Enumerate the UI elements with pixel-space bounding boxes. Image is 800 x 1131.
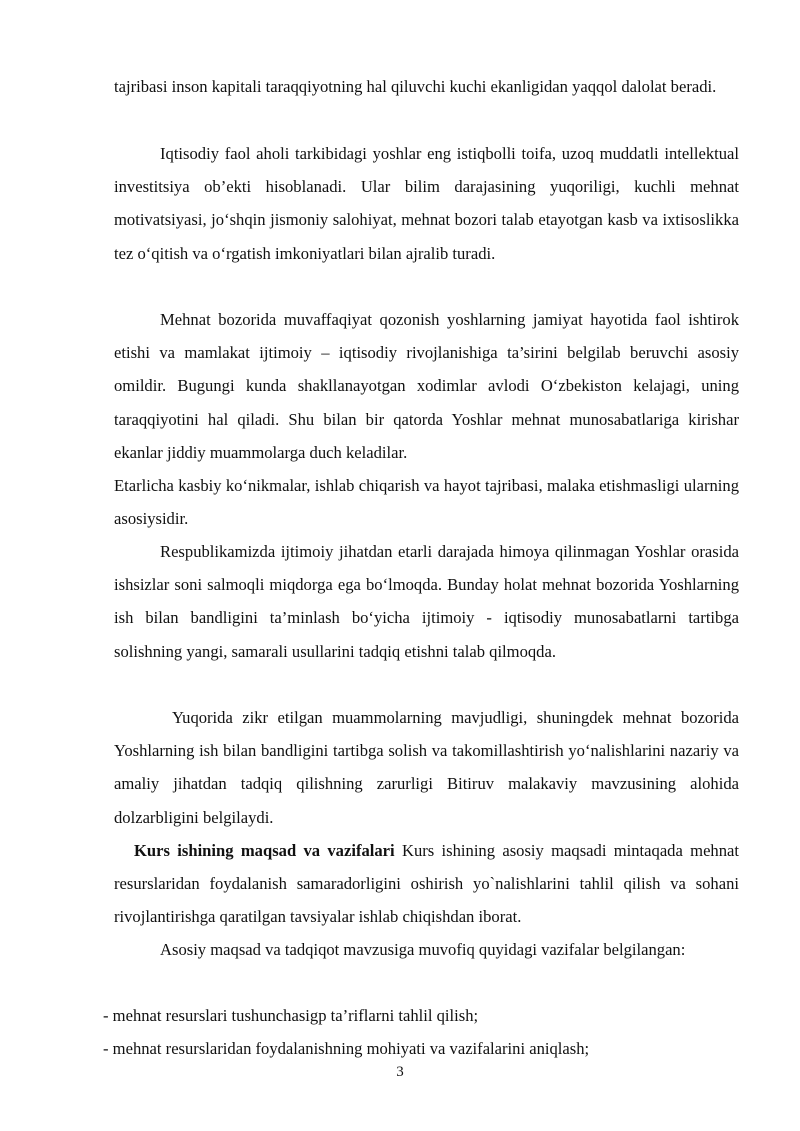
page-number: 3 <box>396 1064 404 1080</box>
paragraph-skills-shortage: Etarlicha kasbiy ko‘nikmalar, ishlab chiqarish va hayot tajribasi, malaka etishmasligi ularning asosiysidir. <box>114 476 739 529</box>
goals-text: Kurs ishining asosiy maqsadi mintaqada mehnat resurslaridan foydalanish samaradorligini oshirish yo`nalishlarini tahlil qilish va sohani rivojlantirishga qaratilgan tavsiyalar ishlab chiqishdan iborat. <box>114 841 739 927</box>
paragraph-relevance: Yuqorida zikr etilgan muammolarning mavjudligi, shuningdek mehnat bozorida Yoshlarning ish bilan bandligini tartibga solish va takomillashtirish yo‘nalishlarini nazariy va amaliy jihatdan tadqiq qilishning zarurligi Bitiruv malakaviy mavzusining alohida dolzarbligini belgilaydi. <box>114 708 739 827</box>
task-item: - mehnat resurslaridan foydalanishning mohiyati va vazifalarini aniqlash; <box>103 1039 590 1058</box>
goals-heading: Kurs ishining maqsad va vazifalari <box>134 841 395 860</box>
paragraph-unemployment: Respublikamizda ijtimoiy jihatdan etarli darajada himoya qilinmagan Yoshlar orasida ishsizlar soni salmoqli miqdorga ega bo‘lmoqda. Bunday holat mehnat bozorida Yoshlarning ish bilan bandligini ta’minlash bo‘yicha ijtimoiy - iqtisodiy munosabatlarni tartibga solishning yangi, samarali usullarini tadqiq etishni talab qilmoqda. <box>114 542 739 661</box>
paragraph-labor-market-success: Mehnat bozorida muvaffaqiyat qozonish yoshlarning jamiyat hayotida faol ishtirok etishi va mamlakat ijtimoiy – iqtisodiy rivojlanishiga ta’sirini belgilab beruvchi asosiy omildir. Bugungi kunda shakllanayotgan xodimlar avlodi O‘zbekiston kelajagi, uning taraqqiyotini hal qiladi. Shu bilan bir qatorda Yoshlar mehnat munosabatlariga kirishar ekanlar jiddiy muammolarga duch keladilar. <box>114 310 739 462</box>
paragraph-goals <box>114 834 739 934</box>
paragraph-intro-continuation: tajribasi inson kapitali taraqqiyotning hal qiluvchi kuchi ekanligidan yaqqol dalolat beradi. <box>114 77 717 96</box>
paragraph-tasks-intro: Asosiy maqsad va tadqiqot mavzusiga muvofiq quyidagi vazifalar belgilangan: <box>160 940 686 959</box>
paragraph-youth-investment: Iqtisodiy faol aholi tarkibidagi yoshlar eng istiqbolli toifa, uzoq muddatli intellektual investitsiya ob’ekti hisoblanadi. Ular bilim darajasining yuqoriligi, kuchli mehnat motivatsiyasi, jo‘shqin jismoniy salohiyat, mehnat bozori talab etayotgan kasb va ixtisoslikka tez o‘qitish va o‘rgatish imkoniyatlari bilan ajralib turadi. <box>114 144 739 263</box>
task-item: - mehnat resurslari tushunchasigp ta’riflarni tahlil qilish; <box>103 1006 479 1025</box>
